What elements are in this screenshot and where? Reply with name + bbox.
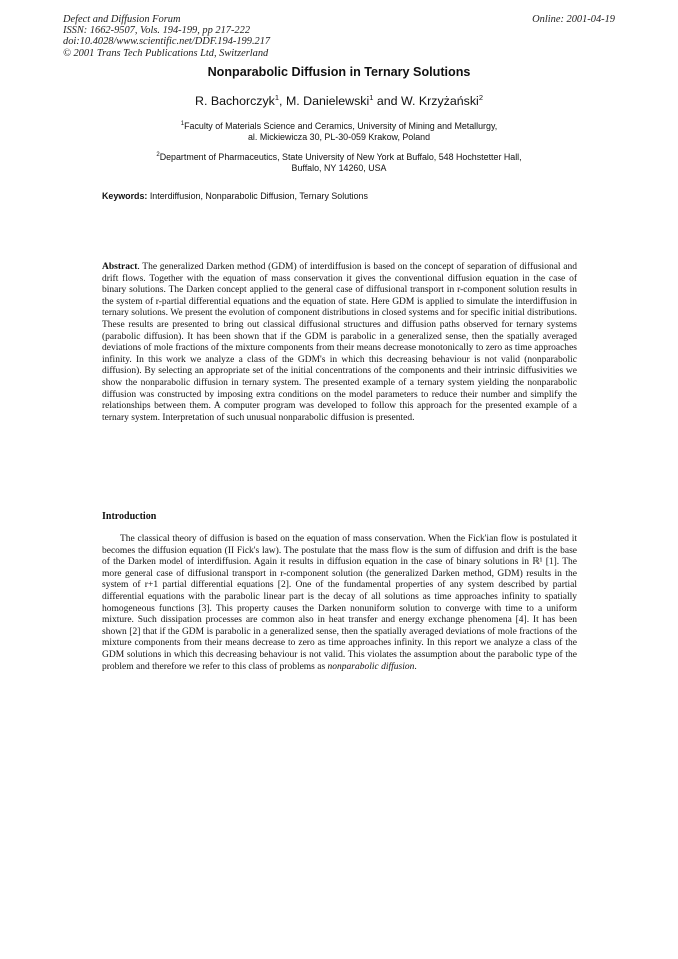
doi-line: doi:10.4028/www.scientific.net/DDF.194-199.217: [63, 36, 271, 48]
affiliation-2-line-1: Department of Pharmaceutics, State University of New York at Buffalo, 548 Hochstetter Hall,: [159, 151, 522, 162]
author-1: R. Bachorczyk: [195, 94, 275, 109]
author-separator: and: [373, 94, 401, 109]
affiliation-1-line-1: Faculty of Materials Science and Ceramics, University of Mining and Metallurgy,: [184, 120, 498, 131]
issn-line: ISSN: 1662-9507, Vols. 194-199, pp 217-222: [63, 25, 251, 37]
author-2-affiliation-mark: 1: [369, 93, 374, 102]
affiliation-2: [0, 150, 678, 174]
abstract-text: . The generalized Darken method (GDM) of interdiffusion is based on the concept of separation of diffusional and drift flows. Together with the equation of mass conservation it gives the conventional diffusion equation in the case of binary solutions. The Darken concept applied to the general case of diffusional transport in r-component solution results in the system of r-partial differential equations and the equation of state. Here GDM is applied to simulate the interdiffusion in ternary solutions. We present the evolution of component distributions in closed systems and for specific initial distributions. These results are presented to bring out classical diffusional structures and diffusion paths observed for ternary systems (parabolic diffusion). It has been shown that if the GDM is parabolic in a generalized sense, then the spatially averaged deviations of mole fractions of the mixture components from their means decrease monotonically to zero as time approaches infinity. In this work we analyze a class of the GDM's in which this decreasing behaviour is not valid (nonparabolic diffusion). By selecting an appropriate set of the initial concentrations of the components and their intrinsic diffusivities we show the nonparabolic diffusion in ternary system. The presented example of a ternary system yielding the nonparabolic diffusion was constructed by imposing extra conditions on the model parameters to reduce their number and simplify the relationships between them. A computer program was developed to follow this approach for the presented example of a ternary system. Interpretation of such unusual nonparabolic diffusion is presented.: [102, 262, 577, 423]
author-separator: ,: [279, 94, 286, 109]
author-3-affiliation-mark: 2: [478, 93, 483, 102]
introduction-end: .: [414, 661, 417, 672]
introduction-text: The classical theory of diffusion is based on the equation of mass conservation. When the Fick'ian flow is postulated it becomes the diffusion equation (II Fick's law). The postulate that the mass flow is the sum of diffusion and drift is the base of the Darken model of interdiffusion. Again it results in diffusion equation in the case of binary solutions in ℝ¹ [1]. The more general case of diffusional transport in r-component solution (the generalized Darken method, GDM) results in the system of r+1 partial differential equations [2]. One of the fundamental properties of any system described by partial differential equations with the parabolic linear part is the decay of all solutions as time approaches infinity to spatially homogeneous functions [3]. This property causes the Darken nonuniform solution to converge with time to a uniform mixture. Such dissipation processes are common also in heat transfer and energy exchange phenomena [4]. It has been shown [2] that if the GDM is parabolic in a generalized sense, then the spatially averaged deviations of mole fractions of the mixture components from their means decrease to zero as time approaches infinity. In this report we analyze a class of the GDM solutions in which this decreasing behaviour is not valid. This violates the assumption about the parabolic type of the problem and therefore we refer to this class of problems as: [102, 534, 577, 672]
author-list: [0, 93, 678, 108]
introduction-heading: Introduction: [102, 511, 157, 522]
copyright-line: © 2001 Trans Tech Publications Ltd, Switzerland: [63, 47, 269, 59]
paper-title: Nonparabolic Diffusion in Ternary Solutions: [207, 65, 471, 79]
affiliation-1-line-2: al. Mickiewicza 30, PL-30-059 Krakow, Poland: [247, 132, 431, 143]
journal-header: [63, 14, 463, 59]
author-2: M. Danielewski: [285, 94, 370, 109]
affiliation-2-mark: 2: [156, 152, 160, 158]
introduction-italic-term: nonparabolic diffusion: [327, 661, 415, 672]
author-1-affiliation-mark: 1: [274, 93, 280, 102]
abstract-label: Abstract: [102, 262, 138, 272]
abstract: [102, 262, 577, 424]
author-3: W. Krzyżański: [401, 94, 479, 109]
keywords: [102, 191, 582, 201]
affiliation-1-mark: 1: [180, 121, 185, 127]
affiliation-2-line-2: Buffalo, NY 14260, USA: [291, 163, 387, 174]
introduction-paragraph: [102, 534, 577, 673]
keywords-label: Keywords:: [102, 191, 148, 201]
online-date: Online: 2001-04-19: [532, 14, 615, 25]
journal-name: Defect and Diffusion Forum: [63, 14, 181, 25]
affiliation-1: [0, 119, 678, 143]
keywords-text: Interdiffusion, Nonparabolic Diffusion, Ternary Solutions: [147, 191, 368, 201]
